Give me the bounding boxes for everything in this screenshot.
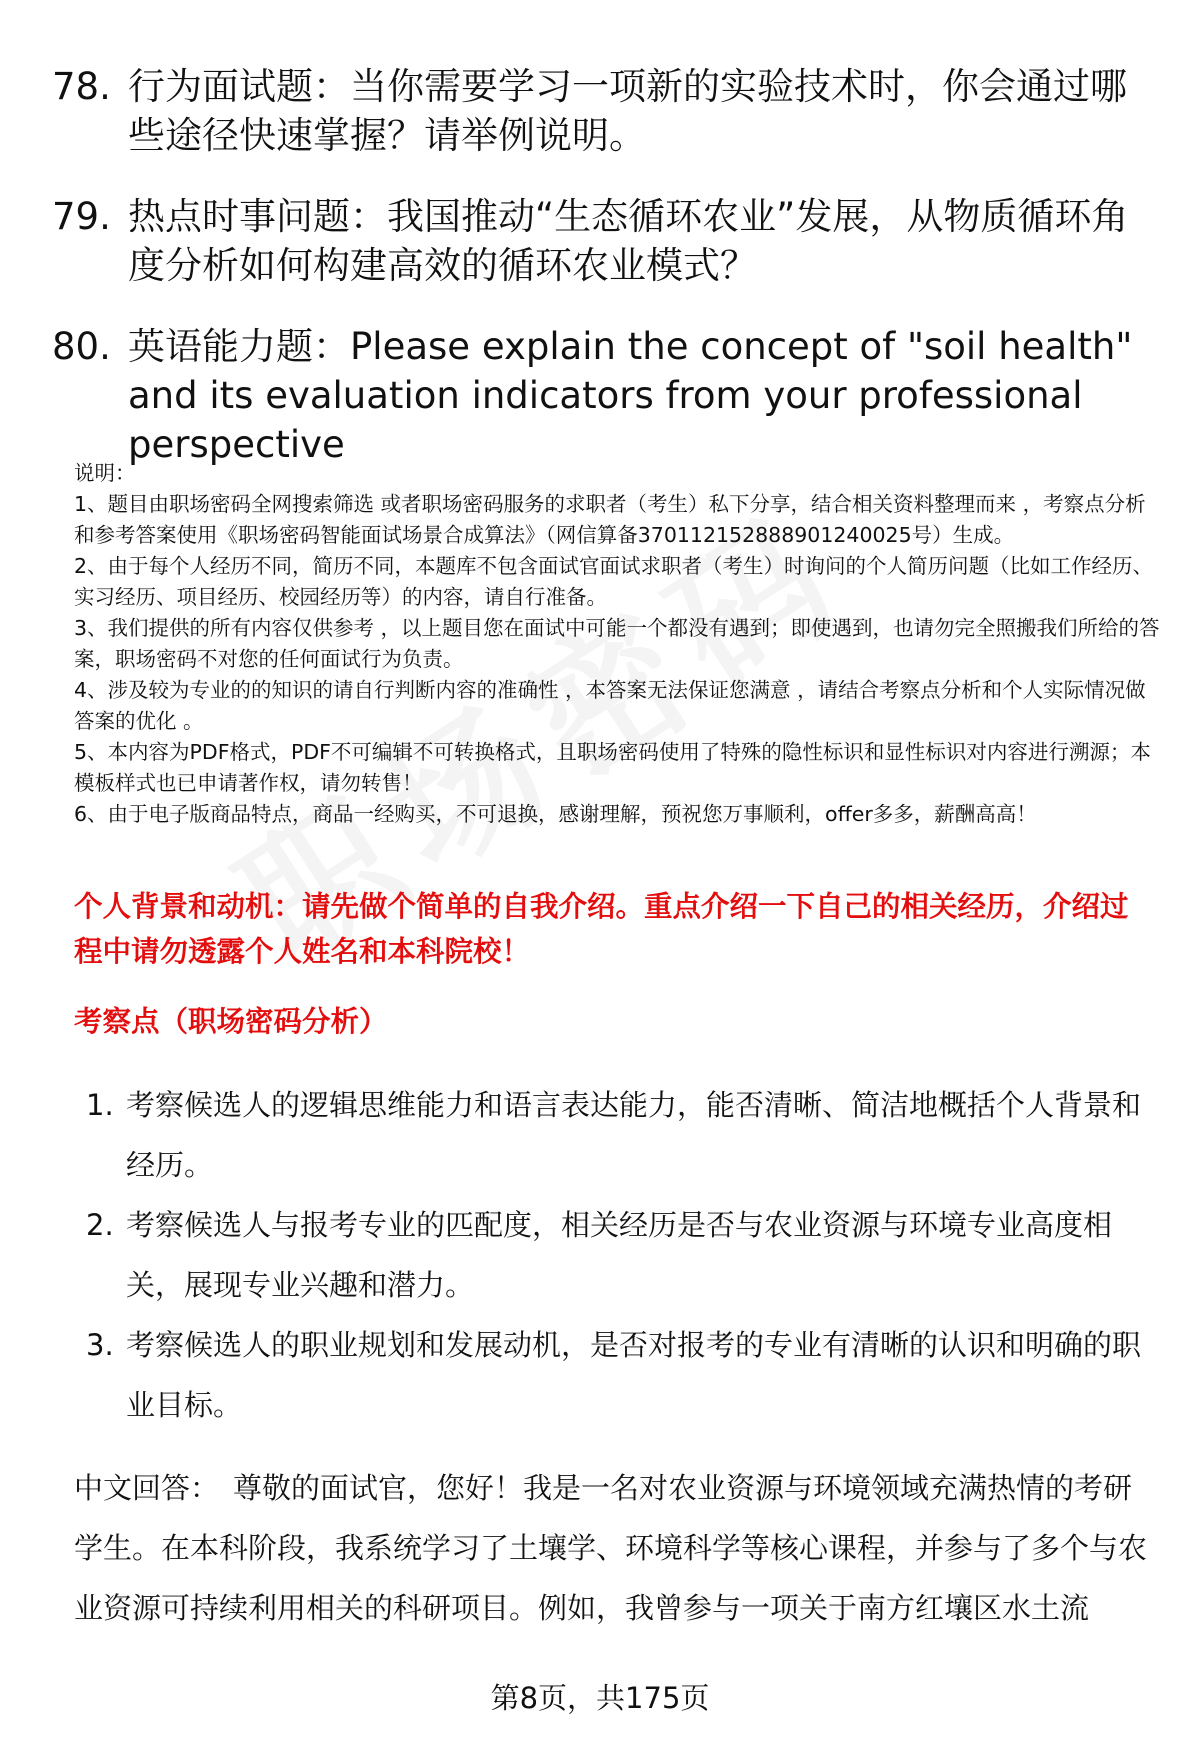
question-80: [52, 322, 1162, 469]
notes-section: [74, 458, 1164, 830]
list-item-number: 2.: [86, 1208, 114, 1242]
highlighted-question: 个人背景和动机：请先做个简单的自我介绍。重点介绍一下自己的相关经历，介绍过程中请勿透露个人姓名和本科院校！: [74, 890, 1129, 968]
list-item-text: 考察候选人的职业规划和发展动机，是否对报考的专业有清晰的认识和明确的职业目标。: [126, 1328, 1142, 1422]
notes-heading: 说明：: [74, 461, 136, 485]
note-item: 4、涉及较为专业的的知识的请自行判断内容的准确性 ，本答案无法保证您满意 ，请结合考察点分析和个人实际情况做答案的优化 。: [74, 678, 1146, 733]
list-item: [74, 1195, 1154, 1315]
answer-text: 尊敬的面试官，您好！我是一名对农业资源与环境领域充满热情的考研学生。在本科阶段，我系统学习了土壤学、环境科学等核心课程，并参与了多个与农业资源可持续利用相关的科研项目。例如，我曾参与一项关于南方红壤区水土流: [74, 1471, 1148, 1625]
note-item: 6、由于电子版商品特点，商品一经购买，不可退换，感谢理解，预祝您万事顺利，offer多多，薪酬高高！: [74, 802, 1037, 826]
answer-lead: 中文回答：: [74, 1471, 220, 1505]
note-item: 3、我们提供的所有内容仅供参考 ，以上题目您在面试中可能一个都没有遇到；即使遇到，也请勿完全照搬我们所给的答案，职场密码不对您的任何面试行为负责。: [74, 616, 1160, 671]
question-number: 79.: [52, 195, 111, 238]
points-title: 考察点（职场密码分析）: [74, 1005, 388, 1038]
question-78: [52, 62, 1162, 160]
question-number: 80.: [52, 325, 111, 368]
list-item: [74, 1075, 1154, 1195]
page-footer: 第8页，共175页: [490, 1681, 710, 1715]
list-item-text: 考察候选人与报考专业的匹配度，相关经历是否与农业资源与环境专业高度相关，展现专业兴趣和潜力。: [126, 1208, 1113, 1302]
question-number: 78.: [52, 65, 111, 108]
note-item: 5、本内容为PDF格式，PDF不可编辑不可转换格式，且职场密码使用了特殊的隐性标识和显性标识对内容进行溯源；本模板样式也已申请著作权，请勿转售！: [74, 740, 1151, 795]
list-item: [74, 1315, 1154, 1435]
note-item: 1、题目由职场密码全网搜索筛选 或者职场密码服务的求职者（考生）私下分享，结合相关资料整理而来 ，考察点分析和参考答案使用《职场密码智能面试场景合成算法》（网信算备370112152888901240025号）生成。: [74, 492, 1146, 547]
question-text: 热点时事问题：我国推动“生态循环农业”发展，从物质循环角度分析如何构建高效的循环农业模式？: [128, 195, 1129, 287]
list-item-number: 1.: [86, 1088, 114, 1122]
question-79: [52, 192, 1162, 290]
assessment-points-list: [74, 1075, 1154, 1435]
list-item-number: 3.: [86, 1328, 114, 1362]
answer-paragraph: [74, 1458, 1156, 1638]
list-item-text: 考察候选人的逻辑思维能力和语言表达能力，能否清晰、简洁地概括个人背景和经历。: [126, 1088, 1142, 1182]
question-text: 英语能力题：Please explain the concept of "soil health" and its evaluation indicators from your professional perspective: [128, 325, 1133, 466]
question-text: 行为面试题：当你需要学习一项新的实验技术时，你会通过哪些途径快速掌握？请举例说明。: [128, 65, 1127, 157]
note-item: 2、由于每个人经历不同，简历不同，本题库不包含面试官面试求职者（考生）时询问的个人简历问题（比如工作经历、实习经历、项目经历、校园经历等）的内容，请自行准备。: [74, 554, 1154, 609]
